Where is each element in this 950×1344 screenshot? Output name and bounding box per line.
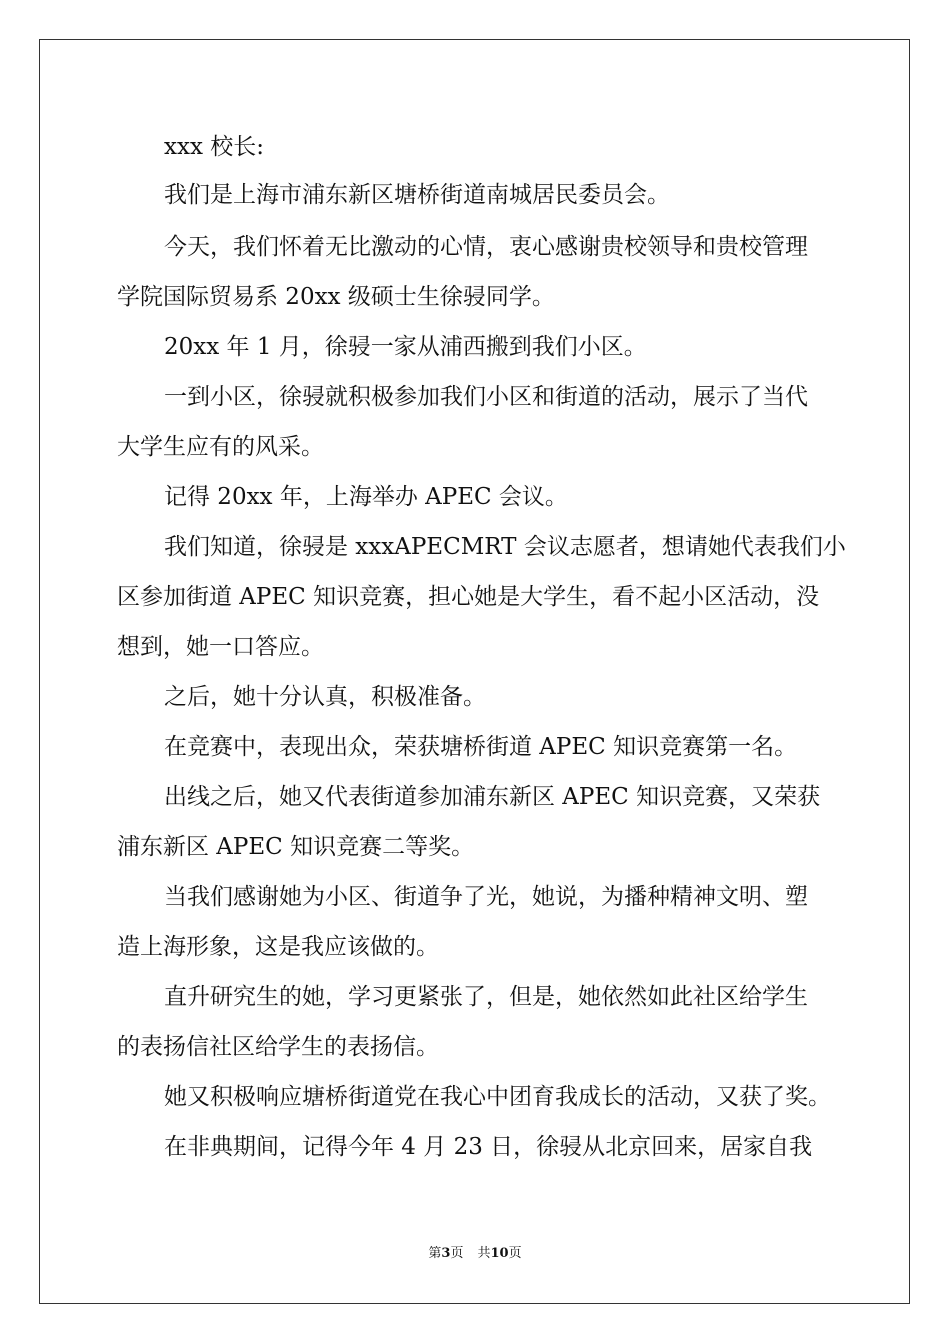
total-suffix: 页 (508, 1246, 522, 1261)
text-line: 区参加街道 APEC 知识竞赛，担心她是大学生，看不起小区活动，没 (117, 584, 820, 610)
text-line: 大学生应有的风采。 (117, 434, 324, 460)
page-prefix: 第 (428, 1246, 442, 1261)
page-number: 3 (441, 1246, 451, 1261)
text-line: 想到，她一口答应。 (117, 634, 324, 660)
text-line: 在竞赛中，表现出众，荣获塘桥街道 APEC 知识竞赛第一名。 (164, 734, 798, 760)
text-line: 出线之后，她又代表街道参加浦东新区 APEC 知识竞赛，又荣获 (164, 784, 821, 810)
text-line: 当我们感谢她为小区、街道争了光，她说，为播种精神文明、塑 (164, 884, 808, 910)
salutation-line: xxx 校长: (164, 134, 264, 160)
text-line: 我们是上海市浦东新区塘桥街道南城居民委员会。 (164, 182, 670, 208)
text-line: 浦东新区 APEC 知识竞赛二等奖。 (117, 834, 475, 860)
text-line: 直升研究生的她，学习更紧张了，但是，她依然如此社区给学生 (164, 984, 808, 1010)
text-line: 一到小区，徐骎就积极参加我们小区和街道的活动，展示了当代 (164, 384, 808, 410)
total-prefix: 共 (477, 1246, 491, 1261)
text-line: 记得 20xx 年，上海举办 APEC 会议。 (164, 484, 568, 510)
text-line: 在非典期间，记得今年 4 月 23 日，徐骎从北京回来，居家自我 (164, 1134, 813, 1160)
text-line: 我们知道，徐骎是 xxxAPECMRT 会议志愿者，想请她代表我们小 (164, 534, 846, 560)
total-pages: 10 (490, 1246, 509, 1261)
text-line: 今天，我们怀着无比激动的心情，衷心感谢贵校领导和贵校管理 (164, 234, 808, 260)
text-line: 的表扬信社区给学生的表扬信。 (117, 1034, 439, 1060)
text-line: 之后，她十分认真，积极准备。 (164, 684, 486, 710)
text-line: 学院国际贸易系 20xx 级硕士生徐骎同学。 (117, 284, 555, 310)
page-suffix: 页 (450, 1246, 464, 1261)
text-line: 20xx 年 1 月，徐骎一家从浦西搬到我们小区。 (164, 334, 647, 360)
page-footer (0, 1245, 950, 1263)
text-line: 她又积极响应塘桥街道党在我心中团育我成长的活动，又获了奖。 (164, 1084, 831, 1110)
text-line: 造上海形象，这是我应该做的。 (117, 934, 439, 960)
